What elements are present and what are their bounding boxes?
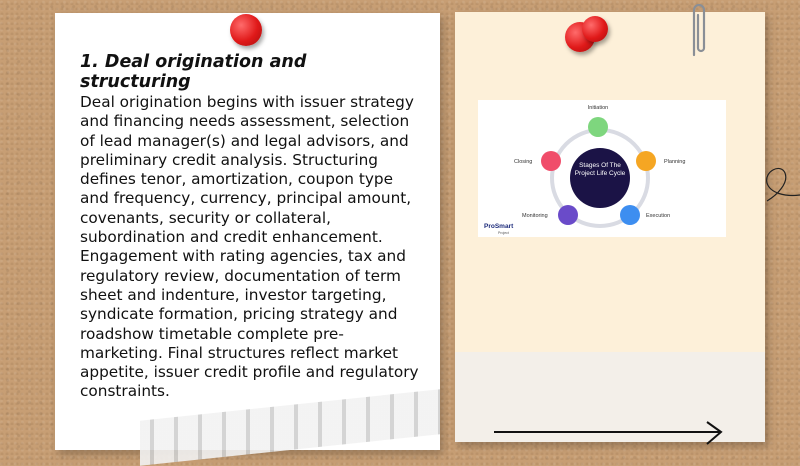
brand-logo-sub: Project [498,231,509,235]
pushpin-icon [230,14,262,46]
stage-node-monitoring [558,205,578,225]
stage-node-closing [541,151,561,171]
right-arrow-icon [492,418,727,448]
stage-node-execution [620,205,640,225]
stage-label-initiation: Initiation [587,105,609,111]
loop-doodle-icon [755,155,800,205]
paperclip-icon [688,0,710,60]
stage-label-execution: Execution [646,213,671,219]
stage-node-initiation [588,117,608,137]
stage-node-planning [636,151,656,171]
stage-label-monitoring: Monitoring [522,213,548,219]
pushpin-icon [582,16,608,42]
stage-label-closing: Closing [514,159,533,165]
brand-logo: ProSmart [484,223,514,230]
stage-label-planning: Planning [664,159,686,165]
note-title: 1. Deal origination and structuring [80,52,307,92]
project-lifecycle-diagram [478,100,726,237]
lifecycle-svg [478,100,726,237]
center-label: Stages Of The Project Life Cycle [574,162,626,177]
note-body: Deal origination begins with issuer strategy and financing needs assessment, selection of lead manager(s) and legal advisors, and preliminary credit analysis. Structuring defines tenor, amortization, coupon type and frequency, currency, principal amount, covenants, security or collateral, subordination and credit enhancement. Engagement with rating agencies, tax and regulatory review, documentation of term sheet and indenture, investor targeting, syndicate formation, pricing strategy and roadshow timetable complete pre-marketing. Final structures reflect market appetite, issuer credit profile and regulatory constraints. [80,93,419,401]
